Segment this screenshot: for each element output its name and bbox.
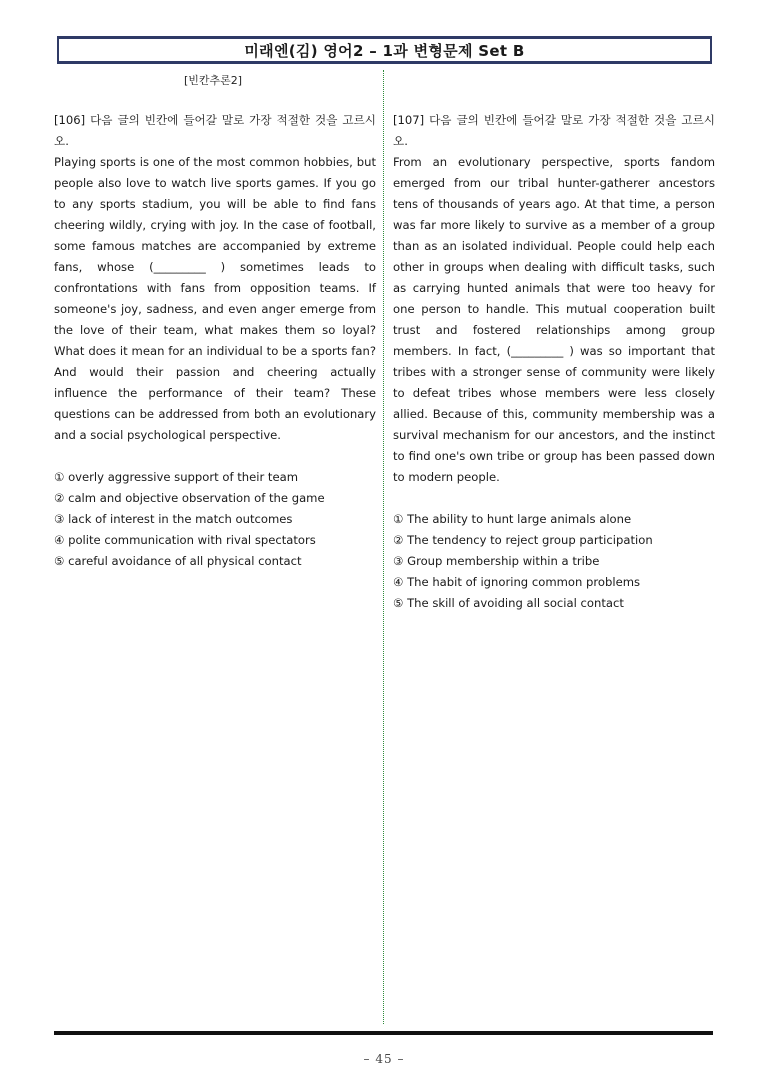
- question-107-prompt: [107] 다음 글의 빈칸에 들어갈 말로 가장 적절한 것을 고르시오.: [393, 113, 715, 148]
- section-subtitle: [빈칸추론2]: [184, 74, 243, 87]
- choice-item: ⑤ The skill of avoiding all social contact: [393, 596, 624, 610]
- column-divider: [383, 70, 384, 1024]
- choice-item: ② The tendency to reject group participation: [393, 533, 653, 547]
- question-106-choices: [54, 467, 376, 572]
- question-106-column: [54, 110, 376, 572]
- choice-item: ③ Group membership within a tribe: [393, 554, 600, 568]
- choice-item: ④ The habit of ignoring common problems: [393, 575, 641, 589]
- question-106-prompt: [106] 다음 글의 빈칸에 들어갈 말로 가장 적절한 것을 고르시오.: [54, 113, 376, 148]
- question-107-passage: From an evolutionary perspective, sports fandom emerged from our tribal hunter-gatherer ancestors tens of thousands of years ago. At that time, a person was far more likely to survive as a member of a group than as an isolated individual. People could help each other in groups when dealing with difficult tasks, such as carrying hunted animals that were too heavy for one person to handle. This mutual cooperation built trust and fostered relationships among group members. In fact, (_________ ) was so important that tribes with a stronger sense of community were likely to defeat tribes whose members were less closely allied. Because of this, community membership was a survival mechanism for our ancestors, and the instinct to find one's own tribe or group has been passed down to modern people.: [393, 155, 715, 484]
- choice-item: ③ lack of interest in the match outcomes: [54, 512, 293, 526]
- choice-item: ① The ability to hunt large animals alone: [393, 512, 632, 526]
- choice-item: ② calm and objective observation of the game: [54, 491, 325, 505]
- choice-item: ① overly aggressive support of their team: [54, 470, 298, 484]
- choice-item: ④ polite communication with rival spectators: [54, 533, 316, 547]
- page-title: 미래엔(김) 영어2 – 1과 변형문제 Set B: [57, 36, 712, 64]
- question-107-choices: [393, 509, 715, 614]
- question-107-column: [393, 110, 715, 614]
- footer-rule: [54, 1031, 713, 1035]
- page-number: – 45 –: [363, 1052, 405, 1066]
- choice-item: ⑤ careful avoidance of all physical contact: [54, 554, 302, 568]
- question-106-passage: Playing sports is one of the most common hobbies, but people also love to watch live sports games. If you go to any sports stadium, you will be able to find fans cheering wildly, crying with joy. In the case of football, some famous matches are accompanied by extreme fans, whose (_________ ) sometimes leads to confrontations with fans from opposition teams. If someone's joy, sadness, and even anger emerge from the love of their team, what makes them so loyal? What does it mean for an individual to be a sports fan? And would their passion and cheering actually influence the performance of their team? These questions can be addressed from both an evolutionary and a social psychological perspective.: [54, 155, 376, 442]
